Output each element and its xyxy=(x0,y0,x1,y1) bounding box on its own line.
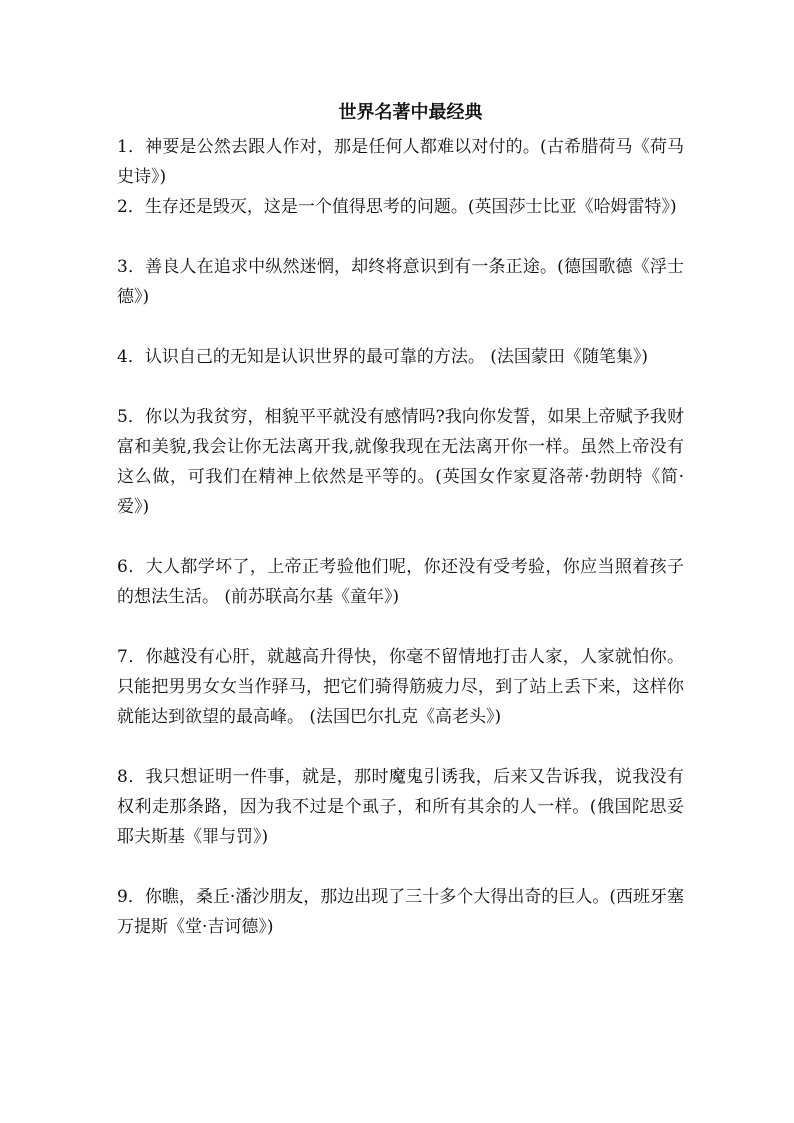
paragraph-gap xyxy=(117,852,684,882)
quote-item-6: 6．大人都学坏了，上帝正考验他们呢，你还没有受考验，你应当照着孩子的想法生活。 (前苏联高尔基《童年》) xyxy=(117,557,684,607)
quote-item-8: 8．我只想证明一件事，就是，那时魔鬼引诱我，后来又告诉我，说我没有权利走那条路，因为我不过是个虱子，和所有其余的人一样。(俄国陀思妥耶夫斯基《罪与罚》) xyxy=(117,767,684,847)
page-title: 世界名著中最经典 xyxy=(338,102,483,123)
quote-item-1: 1．神要是公然去跟人作对，那是任何人都难以对付的。(古希腊荷马《荷马史诗》) xyxy=(117,137,684,187)
paragraph-gap xyxy=(117,372,684,402)
quote-item-5: 5．你以为我贫穷，相貌平平就没有感情吗?我向你发誓，如果上帝赋予我财富和美貌,我会让你无法离开我,就像我现在无法离开你一样。虽然上帝没有这么做，可我们在精神上依然是平等的。(英国女作家夏洛蒂·勃朗特《简·爱》) xyxy=(117,407,684,517)
paragraph-gap xyxy=(117,522,684,552)
quote-item-4: 4．认识自己的无知是认识世界的最可靠的方法。 (法国蒙田《随笔集》) xyxy=(117,347,648,367)
paragraph-gap xyxy=(117,312,684,342)
paragraph-gap xyxy=(117,612,684,642)
paragraph-gap xyxy=(117,732,684,762)
quote-item-9: 9．你瞧，桑丘·潘沙朋友，那边出现了三十多个大得出奇的巨人。(西班牙塞万提斯《堂·吉诃德》) xyxy=(117,887,684,937)
quote-item-3: 3．善良人在追求中纵然迷惘，却终将意识到有一条正途。(德国歌德《浮士德》) xyxy=(117,257,684,307)
quote-item-7: 7．你越没有心肝，就越高升得快，你毫不留情地打击人家，人家就怕你。只能把男男女女当作驿马，把它们骑得筋疲力尽，到了站上丢下来，这样你就能达到欲望的最高峰。 (法国巴尔扎克《高老头》) xyxy=(117,647,684,727)
quote-item-2: 2．生存还是毁灭，这是一个值得思考的问题。(英国莎士比亚《哈姆雷特》) xyxy=(117,197,677,217)
paragraph-gap xyxy=(117,222,684,252)
